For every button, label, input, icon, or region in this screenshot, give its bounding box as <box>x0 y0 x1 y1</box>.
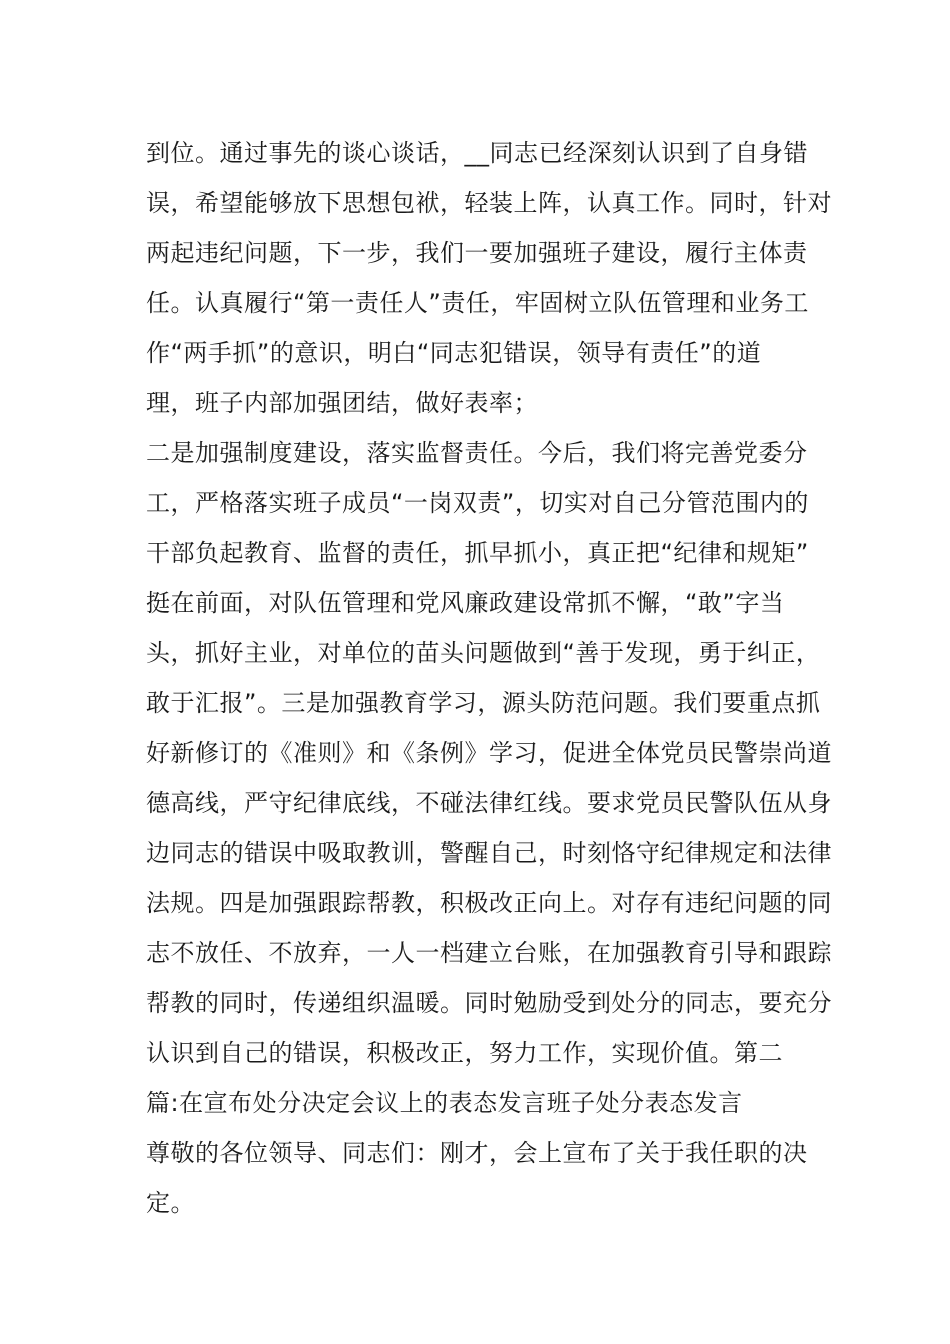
text-line: 工，严格落实班子成员“一岗双责”，切实对自己分管范围内的 <box>146 489 809 517</box>
text-line: 定。 <box>146 1189 195 1217</box>
text-line: 二是加强制度建设，落实监督责任。今后，我们将完善党委分 <box>146 439 808 467</box>
text-line: 干部负起教育、监督的责任，抓早抓小，真正把“纪律和规矩” <box>146 539 809 567</box>
text-line: 边同志的错误中吸取教训，警醒自己，时刻恪守纪律规定和法律 <box>146 839 832 867</box>
text-line: 德高线，严守纪律底线，不碰法律红线。要求党员民警队伍从身 <box>146 789 832 817</box>
text-line: 尊敬的各位领导、同志们：刚才，会上宣布了关于我任职的决 <box>146 1139 808 1167</box>
document-body <box>146 128 832 1228</box>
text-line: 认识到自己的错误，积极改正，努力工作，实现价值。第二 <box>146 1039 783 1067</box>
text-line: 头，抓好主业，对单位的苗头问题做到“善于发现，勇于纠正， <box>146 639 821 667</box>
text-line: 作“两手抓”的意识，明白“同志犯错误，领导有责任”的道 <box>146 339 762 367</box>
text-line: 两起违纪问题，下一步，我们一要加强班子建设，履行主体责 <box>146 239 808 267</box>
text-line: 任。认真履行“第一责任人”责任，牢固树立队伍管理和业务工 <box>146 289 809 317</box>
text-line: 挺在前面，对队伍管理和党风廉政建设常抓不懈，“敢”字当 <box>146 589 785 617</box>
text-line: 帮教的同时，传递组织温暖。同时勉励受到处分的同志，要充分 <box>146 989 832 1017</box>
text-line: 篇:在宣布处分决定会议上的表态发言班子处分表态发言 <box>146 1089 743 1117</box>
text-line: 到位。通过事先的谈心谈话，__同志已经深刻认识到了自身错 <box>146 139 808 167</box>
text-line: 理，班子内部加强团结，做好表率； <box>146 389 538 417</box>
text-line: 法规。四是加强跟踪帮教，积极改正向上。对存有违纪问题的同 <box>146 889 832 917</box>
text-line: 误，希望能够放下思想包袱，轻装上阵，认真工作。同时，针对 <box>146 189 832 217</box>
text-line: 志不放任、不放弃，一人一档建立台账，在加强教育引导和跟踪 <box>146 939 832 967</box>
text-line: 好新修订的《准则》和《条例》学习，促进全体党员民警崇尚道 <box>146 739 832 767</box>
text-line: 敢于汇报”。三是加强教育学习，源头防范问题。我们要重点抓 <box>146 689 821 717</box>
